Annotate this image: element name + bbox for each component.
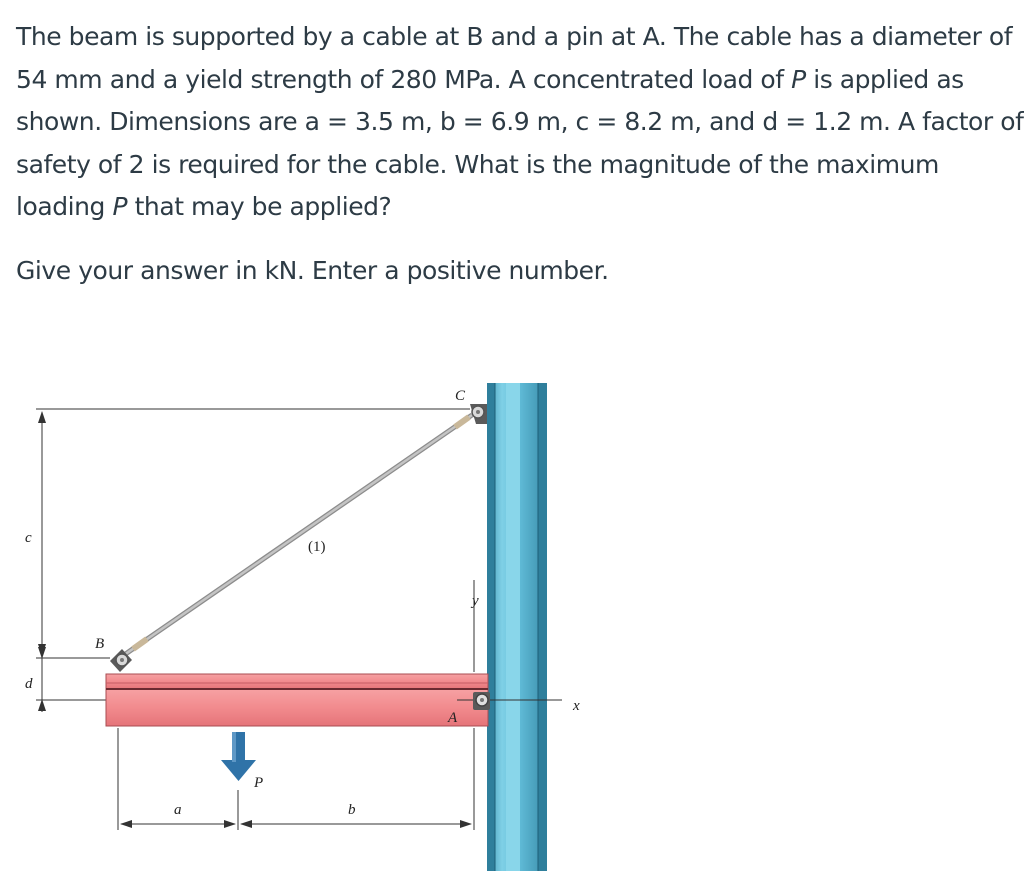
pin-a <box>473 692 490 710</box>
question-line-1-text: The beam is supported by a cable at B and a pin at A. The cable has a diameter of <box>16 22 1013 51</box>
label-cable-1: (1) <box>308 539 326 555</box>
bracket-c <box>470 404 487 424</box>
label-dim-b: b <box>348 802 356 818</box>
label-load-p: P <box>254 775 264 791</box>
answer-instruction: Give your answer in kN. Enter a positive number. <box>16 256 609 285</box>
dimension-lines-horizontal <box>118 728 474 830</box>
label-dim-a: a <box>174 802 182 818</box>
label-a-point: A <box>448 710 458 726</box>
dimension-lines-vertical <box>36 409 470 712</box>
question-line-5-var-p: P <box>112 192 128 221</box>
question-line-5-text-a: loading <box>16 192 113 221</box>
column <box>487 383 547 871</box>
label-x-axis: x <box>573 698 580 714</box>
question-line-5-text-b: that may be applied? <box>127 192 392 221</box>
load-arrow <box>221 732 256 781</box>
label-y-axis: y <box>472 593 479 609</box>
question-line-2-text-a: 54 mm and a yield strength of 280 MPa. A concentrated load of <box>16 64 792 94</box>
question-line-4-text: safety of 2 is required for the cable. What is the magnitude of the maximum <box>16 149 939 179</box>
cable <box>124 415 472 655</box>
question-line-3-text: shown. Dimensions are a = 3.5 m, b = 6.9 m, c = 8.2 m, and d = 1.2 m. A factor of <box>16 107 1024 136</box>
question-line-2-text-b: is applied as <box>805 64 964 94</box>
label-dim-c: c <box>25 530 32 546</box>
beam <box>106 674 488 726</box>
label-b-point: B <box>95 636 105 652</box>
label-c-point: C <box>455 388 466 404</box>
question-line-2-var-p: P <box>791 64 806 94</box>
label-dim-d: d <box>25 676 33 692</box>
